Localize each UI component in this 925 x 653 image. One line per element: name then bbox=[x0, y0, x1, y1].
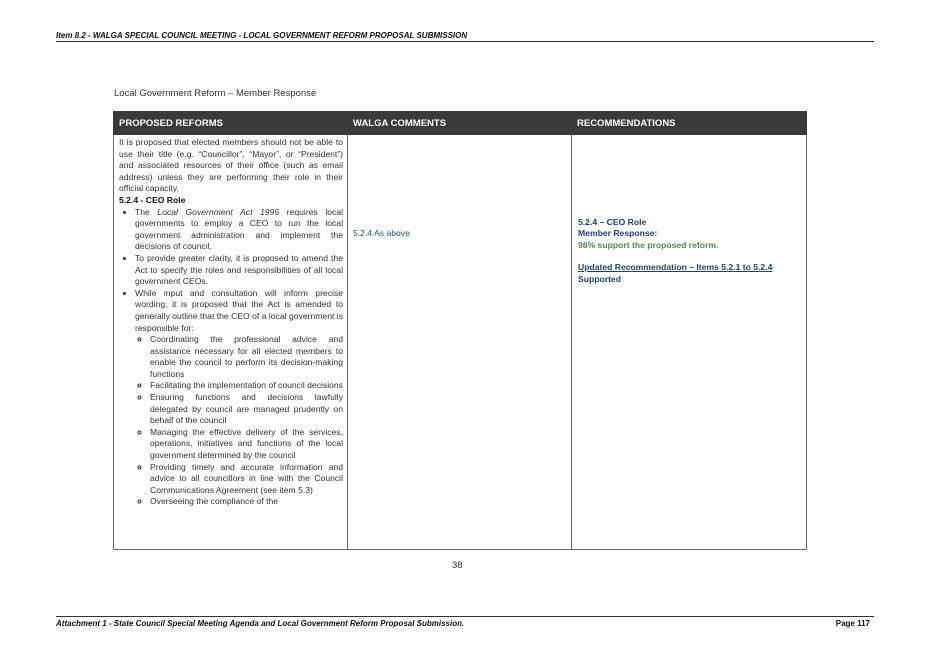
reforms-table bbox=[113, 111, 807, 550]
list-item: • To provide greater clarity, it is proposed to amend the Act to specify the roles and responsibilities of all local government CEOs. bbox=[135, 253, 343, 288]
list-item: • While input and consultation will inform precise wording, it is proposed that the Act is amended to generally outline that the CEO of a local government is responsible for: ◦ Coordinating the professional advice and assistance necessary for all elected members to enable the council to perform its decision-making functions ◦ Facilitating the implementation of council decisions ◦ Ensuring functions and decisions lawfully delegated by council are managed prudently on behalf of the council ◦ Managing the effective delivery of the services, operations, initiatives and functions of the local government determined by the council ◦ Providing timely and accurate information and advice to all councillors in line with the Council Communications Agreement (see item 5.3) ◦ Overseeing the compliance of the bbox=[135, 288, 343, 508]
act-title: Local Government Act 1995 bbox=[157, 206, 280, 217]
footer-page-number: Page 117 bbox=[835, 619, 870, 628]
list-item: ◦ Ensuring functions and decisions lawfully delegated by council are managed prudently on behalf of the council bbox=[150, 392, 343, 427]
list-item: ◦ Providing timely and accurate information and advice to all councillors in line with the Council Communications Agreement (see item 5.3) bbox=[150, 462, 343, 497]
ceo-responsibilities-list bbox=[135, 334, 343, 508]
recommendation-heading: 5.2.4 – CEO Role bbox=[578, 217, 647, 227]
walga-comment: 5.2.4 As above bbox=[353, 228, 410, 238]
header-walga-comments: WALGA COMMENTS bbox=[348, 112, 572, 135]
header-proposed-reforms: PROPOSED REFORMS bbox=[114, 112, 348, 135]
recommendations-cell bbox=[572, 135, 807, 550]
document-subtitle: Local Government Reform – Member Response bbox=[114, 88, 317, 99]
document-header: Item 8.2 - WALGA SPECIAL COUNCIL MEETING - LOCAL GOVERNMENT REFORM PROPOSAL SUBMISSION bbox=[56, 31, 874, 42]
header-recommendations: RECOMMENDATIONS bbox=[572, 112, 807, 135]
document-footer bbox=[56, 616, 874, 628]
list-item: • The Local Government Act 1995 requires local governments to employ a CEO to run the local government administration and implement the decisions of council. bbox=[135, 207, 343, 253]
footer-text: Attachment 1 - State Council Special Meeting Agenda and Local Government Reform Proposal Submission. bbox=[56, 619, 465, 628]
walga-comments-cell bbox=[348, 135, 572, 550]
updated-recommendation-link[interactable]: Updated Recommendation – Items 5.2.1 to 5.2.4 bbox=[578, 262, 773, 273]
member-response-label: Member Response: bbox=[578, 228, 658, 239]
support-percentage: 98% support the proposed reform. bbox=[578, 239, 719, 250]
table-header-row bbox=[114, 112, 807, 135]
list-item: ◦ Facilitating the implementation of council decisions bbox=[150, 380, 343, 392]
list-item: ◦ Overseeing the compliance of the bbox=[150, 496, 343, 508]
section-heading: 5.2.4 - CEO Role bbox=[119, 194, 186, 205]
page-number: 38 bbox=[452, 560, 463, 571]
proposed-reforms-cell bbox=[114, 135, 348, 550]
recommendation-status: Supported bbox=[578, 273, 621, 284]
reform-bullet-list bbox=[119, 207, 343, 508]
reform-intro-text: It is proposed that elected members should not be able to use their title (e.g. “Councillor”, “Mayor”, or “President”) and associated resources of their office (such as email address) unless they are performing their role in their official capacity. bbox=[119, 137, 343, 194]
table-row bbox=[114, 135, 807, 550]
list-item: ◦ Managing the effective delivery of the services, operations, initiatives and functions of the local government determined by the council bbox=[150, 427, 343, 462]
list-item: ◦ Coordinating the professional advice and assistance necessary for all elected members to enable the council to perform its decision-making functions bbox=[150, 334, 343, 380]
